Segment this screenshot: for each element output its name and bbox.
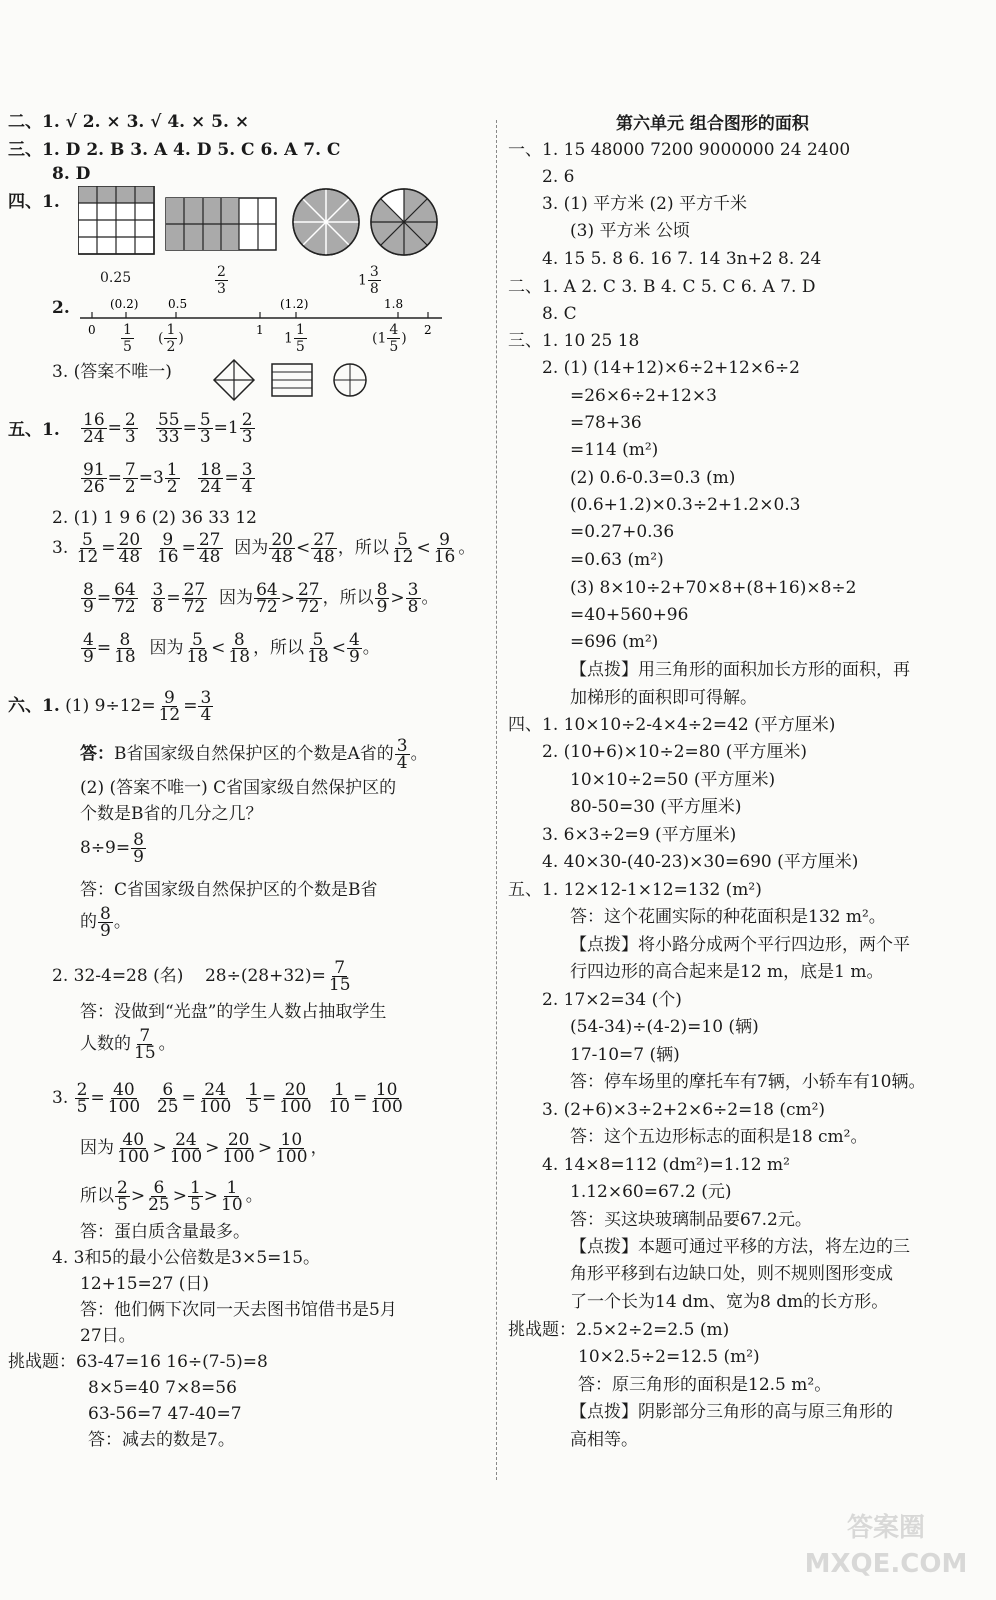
- left-s5-3a: 3. $\frac{5}{12}$ = $\frac{20}{48}$ $\frac{9}{16}$ = $\frac{27}{48}$ 因为 $\frac{20}{48}$ < $\frac{27}{48}$ ，所以 $\frac{5}{12}$ < $\frac{9}{16}$ 。: [52, 530, 476, 567]
- r5: 4. 15 5. 8 6. 16 7. 14 3n+2 8. 24: [542, 249, 822, 269]
- label-2-3: $\frac{2}{3}$: [217, 264, 226, 297]
- nl-top-2: (1.2): [280, 297, 309, 311]
- r29: 答：这个花圃实际的种花面积是132 m²。: [570, 907, 886, 927]
- left-s2: 二、1. √ 2. × 3. √ 4. × 5. ×: [8, 112, 250, 132]
- circle-figures: [290, 186, 450, 262]
- r26: 3. 6×3÷2=9 (平方厘米): [542, 825, 737, 845]
- r11: =78+36: [570, 413, 642, 433]
- left-ch4: 答：减去的数是7。: [88, 1430, 235, 1450]
- nl-bot-3: 1: [256, 323, 264, 337]
- r15: =0.27+0.36: [570, 522, 675, 542]
- r47: 【点拨】阴影部分三角形的高与原三角形的: [570, 1402, 893, 1422]
- r33: (54-34)÷(4-2)=10 (辆): [570, 1017, 759, 1037]
- r34: 17-10=7 (辆): [570, 1045, 680, 1065]
- r3: 3. (1) 平方米 (2) 平方千米: [542, 194, 747, 214]
- left-s6-3c: 所以 $\frac{2}{5}$ > $\frac{6}{25}$ > $\frac{1}{5}$ > $\frac{1}{10}$ 。: [80, 1178, 263, 1215]
- left-s5-1b: $\frac{91}{26}$ = $\frac{7}{2}$ =3 $\frac{1}{2}$ $\frac{18}{24}$ = $\frac{3}{4}$: [83, 460, 253, 497]
- nl-bot-2: ( $\frac{1}{2}$ ): [158, 322, 184, 355]
- nl-top-0: (0.2): [110, 297, 139, 311]
- left-s6-3ans: 答：蛋白质含量最多。: [80, 1222, 250, 1242]
- nl-bot-6: 2: [424, 323, 432, 337]
- nl-bot-0: 0: [88, 323, 96, 337]
- left-s3a: 三、1. D 2. B 3. A 4. D 5. C 6. A 7. C: [8, 140, 341, 160]
- crossed-circle-figure: [334, 364, 366, 396]
- left-s6-2: 2. 32-4=28 (名) 28÷(28+32)= $\frac{7}{15}$: [52, 958, 351, 995]
- left-s5-3c: $\frac{4}{9}$ = $\frac{8}{18}$ 因为 $\frac{5}{18}$ < $\frac{8}{18}$ ，所以 $\frac{5}{18}$ < $\frac{4}{9}$ 。: [83, 630, 380, 667]
- r16: =0.63 (m²): [570, 550, 664, 570]
- left-s6-4ans1: 答：他们俩下次同一天去图书馆借书是5月: [80, 1300, 397, 1320]
- left-s6-1: 六、1. (1) 9÷12= $\frac{9}{12}$ = $\frac{3}{4}$: [8, 688, 212, 725]
- r12: =114 (m²): [570, 440, 659, 460]
- left-s6-1ans2a: 答：C省国家级自然保护区的个数是B省: [80, 880, 378, 900]
- r1: 一、1. 15 48000 7200 9000000 24 2400: [508, 140, 851, 160]
- r37: 答：这个五边形标志的面积是18 cm²。: [570, 1127, 868, 1147]
- left-s5-3b: $\frac{8}{9}$ = $\frac{64}{72}$ $\frac{3}{8}$ = $\frac{27}{72}$ 因为 $\frac{64}{72}$ > $\frac{27}{72}$ ，所以 $\frac{8}{9}$ > $\frac{3}{8}$ 。: [83, 580, 439, 617]
- left-s6-2ans1: 答：没做到“光盘”的学生人数占抽取学生: [80, 1002, 387, 1022]
- striped-rect-figure: [272, 364, 312, 396]
- r38: 4. 14×8=112 (dm²)=1.12 m²: [542, 1155, 790, 1175]
- left-s4-2: 2.: [52, 298, 70, 318]
- r35: 答：停车场里的摩托车有7辆，小轿车有10辆。: [570, 1072, 926, 1092]
- left-s5-2: 2. (1) 1 9 6 (2) 36 33 12: [52, 508, 257, 528]
- watermark: [796, 1510, 976, 1590]
- r46: 答：原三角形的面积是12.5 m²。: [578, 1375, 832, 1395]
- r18: =40+560+96: [570, 605, 689, 625]
- left-s6-2ans2: 人数的 $\frac{7}{15}$ 。: [80, 1026, 176, 1063]
- r24: 10×10÷2=50 (平方厘米): [570, 770, 776, 790]
- left-ch2: 8×5=40 7×8=56: [88, 1378, 237, 1398]
- circle-partial: [371, 189, 437, 255]
- left-s4-3: 3. (答案不唯一): [52, 362, 172, 382]
- r8: 三、1. 10 25 18: [508, 331, 640, 351]
- column-divider: [496, 120, 497, 1480]
- watermark-text: 答案圈 MXQE.COM: [804, 1513, 968, 1579]
- nl-bot-1: $\frac{1}{5}$: [123, 322, 132, 355]
- diamond-figure: [214, 360, 254, 400]
- label-1-3-8: 1 $\frac{3}{8}$: [358, 264, 379, 297]
- left-s5-1-label: 五、1.: [8, 420, 60, 440]
- left-s6-4: 4. 3和5的最小公倍数是3×5=15。: [52, 1248, 321, 1268]
- unit-title: 第六单元 组合图形的面积: [616, 114, 809, 134]
- r14: (0.6+1.2)×0.3÷2+1.2×0.3: [570, 495, 801, 515]
- label-025: 0.25: [100, 270, 132, 286]
- r39: 1.12×60=67.2 (元): [570, 1182, 732, 1202]
- left-s6-1ans: 答：B省国家级自然保护区的个数是A省的 $\frac{3}{4}$ 。: [80, 736, 428, 773]
- r30: 【点拨】将小路分成两个平行四边形，两个平: [570, 935, 910, 955]
- r32: 2. 17×2=34 (个): [542, 990, 682, 1010]
- left-s6-4b: 12+15=27 (日): [80, 1274, 210, 1294]
- r23: 2. (10+6)×10÷2=80 (平方厘米): [542, 742, 808, 762]
- r41: 【点拨】本题可通过平移的方法，将左边的三: [570, 1237, 910, 1257]
- r44: 挑战题：2.5×2÷2=2.5 (m): [508, 1320, 730, 1340]
- r40: 答：买这块玻璃制品要67.2元。: [570, 1210, 812, 1230]
- r42: 角形平移到右边缺口处，则不规则图形变成: [570, 1264, 893, 1284]
- r19: =696 (m²): [570, 632, 659, 652]
- grid-figure: [78, 186, 154, 254]
- left-ch3: 63-56=7 47-40=7: [88, 1404, 242, 1424]
- left-s6-1q2: 个数是B省的几分之几？: [80, 804, 263, 824]
- nl-bot-5: (1 $\frac{4}{5}$ ): [372, 322, 407, 355]
- r28: 五、1. 12×12-1×12=132 (m²): [508, 880, 762, 900]
- left-s6-3: 3. $\frac{2}{5}$ = $\frac{40}{100}$ $\frac{6}{25}$ = $\frac{24}{100}$ $\frac{1}{5}$ = $\frac{20}{100}$ $\frac{1}{10}$ = $\frac{10}{100}$: [52, 1080, 403, 1117]
- r45: 10×2.5÷2=12.5 (m²): [578, 1347, 760, 1367]
- nl-top-3: 1.8: [384, 297, 404, 311]
- r10: =26×6÷2+12×3: [570, 386, 717, 406]
- r2: 2. 6: [542, 167, 575, 187]
- nl-top-1: 0.5: [168, 297, 188, 311]
- left-s6-1q1: (2) (答案不唯一) C省国家级自然保护区的: [80, 778, 397, 798]
- left-s6-4ans2: 27日。: [80, 1326, 136, 1346]
- r48: 高相等。: [570, 1430, 638, 1450]
- r17: (3) 8×10÷2+70×8+(8+16)×8÷2: [570, 578, 857, 598]
- r6: 二、1. A 2. C 3. B 4. C 5. C 6. A 7. D: [508, 277, 816, 297]
- r4: (3) 平方米 公顷: [570, 221, 690, 241]
- r9: 2. (1) (14+12)×6÷2+12×6÷2: [542, 358, 800, 378]
- r25: 80-50=30 (平方厘米): [570, 797, 742, 817]
- r22: 四、1. 10×10÷2-4×4÷2=42 (平方厘米): [508, 715, 836, 735]
- r36: 3. (2+6)×3÷2+2×6÷2=18 (cm²): [542, 1100, 826, 1120]
- r20: 【点拨】用三角形的面积加长方形的面积，再: [570, 660, 910, 680]
- r43: 了一个长为14 dm、宽为8 dm的长方形。: [570, 1292, 889, 1312]
- circle-full: [293, 189, 359, 255]
- r7: 8. C: [542, 304, 577, 324]
- r31: 行四边形的高合起来是12 m，底是1 m。: [570, 962, 884, 982]
- left-ch1: 挑战题：63-47=16 16÷(7-5)=8: [8, 1352, 268, 1372]
- left-s5-1a: $\frac{16}{24}$ = $\frac{2}{3}$ $\frac{55}{33}$ = $\frac{5}{3}$ =1 $\frac{2}{3}$: [83, 410, 253, 447]
- symmetry-figures: [212, 358, 372, 402]
- r13: (2) 0.6-0.3=0.3 (m): [570, 468, 736, 488]
- r27: 4. 40×30-(40-23)×30=690 (平方厘米): [542, 852, 859, 872]
- rect-figure: [166, 198, 276, 250]
- left-s3b: 8. D: [52, 164, 91, 184]
- r21: 加梯形的面积即可得解。: [570, 688, 757, 708]
- nl-bot-4: 1 $\frac{1}{5}$: [284, 322, 305, 355]
- left-s6-1ans2b: 的 $\frac{8}{9}$ 。: [80, 904, 131, 941]
- left-s6-1eq: 8÷9= $\frac{8}{9}$: [80, 830, 144, 867]
- left-s4-label: 四、1.: [8, 192, 60, 212]
- left-s6-3b: 因为 $\frac{40}{100}$ > $\frac{24}{100}$ > $\frac{20}{100}$ > $\frac{10}{100}$ ，: [80, 1130, 328, 1167]
